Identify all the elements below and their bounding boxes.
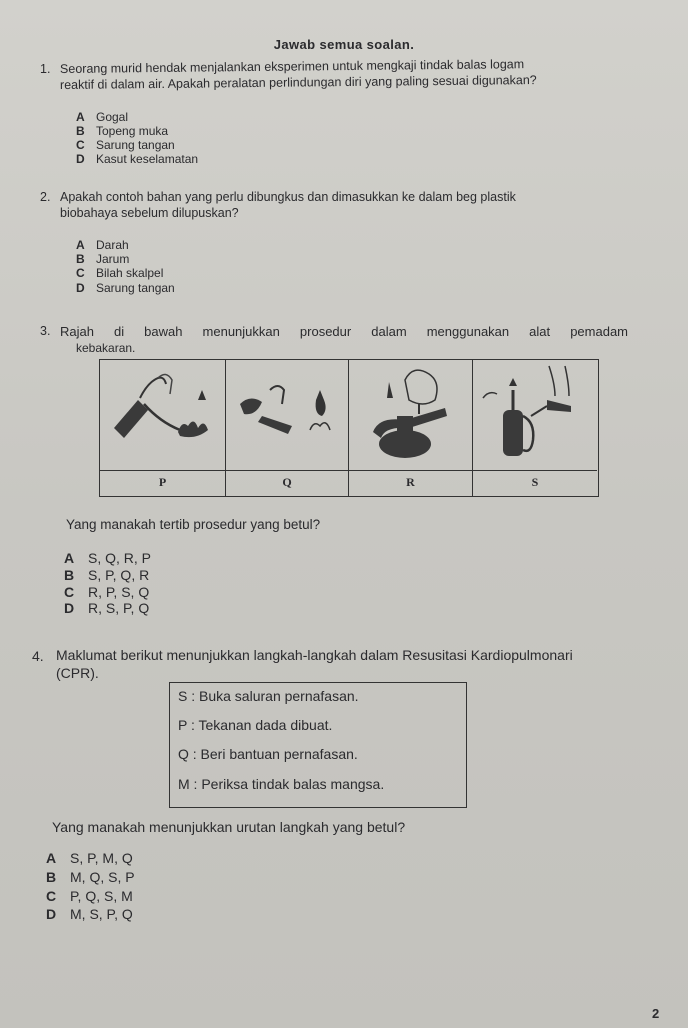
panel-label-r: R bbox=[349, 470, 473, 496]
q2-option-a[interactable]: A Darah bbox=[76, 238, 129, 252]
q4-option-a[interactable]: A S, P, M, Q bbox=[46, 850, 133, 866]
q4-option-d[interactable]: D M, S, P, Q bbox=[46, 906, 133, 922]
page-instruction: Jawab semua soalan. bbox=[273, 37, 415, 52]
q2-option-c[interactable]: C Bilah skalpel bbox=[76, 266, 164, 280]
q4-line1: Maklumat berikut menunjukkan langkah-langkah dalam Resusitasi Kardiopulmonari bbox=[56, 647, 573, 663]
q3-option-b[interactable]: B S, P, Q, R bbox=[64, 567, 150, 583]
panel-p-image bbox=[100, 360, 226, 470]
q3-option-c[interactable]: C R, P, S, Q bbox=[64, 584, 150, 600]
panel-label-q: Q bbox=[226, 470, 349, 496]
q3-option-d[interactable]: D R, S, P, Q bbox=[64, 600, 150, 616]
cpr-step-q: Q : Beri bantuan pernafasan. bbox=[178, 746, 358, 762]
q2-number: 2. bbox=[40, 190, 51, 204]
extinguisher-carry-icon bbox=[100, 360, 224, 468]
cpr-steps-box bbox=[169, 682, 467, 808]
extinguisher-squeeze-icon bbox=[349, 360, 471, 468]
panel-r-image bbox=[349, 360, 473, 470]
q1-option-c[interactable]: C Sarung tangan bbox=[76, 138, 175, 152]
cpr-step-s: S : Buka saluran pernafasan. bbox=[178, 688, 359, 704]
q3-line2: kebakaran. bbox=[76, 341, 136, 355]
cpr-step-p: P : Tekanan dada dibuat. bbox=[178, 717, 333, 733]
q3-option-a[interactable]: A S, Q, R, P bbox=[64, 550, 152, 566]
q1-option-b[interactable]: B Topeng muka bbox=[76, 124, 169, 138]
fire-extinguisher-diagram bbox=[99, 359, 599, 497]
q4-option-c[interactable]: C P, Q, S, M bbox=[46, 888, 133, 904]
cpr-step-m: M : Periksa tindak balas mangsa. bbox=[178, 776, 385, 792]
q3-line1: Rajah di bawah menunjukkan prosedur dalam menggunakan alat pemadam bbox=[60, 324, 628, 339]
q2-option-b[interactable]: B Jarum bbox=[76, 252, 130, 266]
q1-line2: reaktif di dalam air. Apakah peralatan perlindungan diri yang paling sesuai digunakan? bbox=[59, 73, 537, 92]
q2-line2: biobahaya sebelum dilupuskan? bbox=[60, 206, 239, 220]
panel-q-image bbox=[226, 360, 349, 470]
q4-option-b[interactable]: B M, Q, S, P bbox=[46, 869, 135, 885]
q3-question: Yang manakah tertib prosedur yang betul? bbox=[66, 517, 321, 532]
q2-option-d[interactable]: D Sarung tangan bbox=[76, 281, 175, 295]
q4-number: 4. bbox=[32, 648, 44, 664]
panel-label-p: P bbox=[100, 470, 226, 496]
q1-option-a[interactable]: A Gogal bbox=[76, 110, 129, 124]
q1-line1: Seorang murid hendak menjalankan eksperimen untuk mengkaji tindak balas logam bbox=[59, 57, 525, 76]
q2-line1: Apakah contoh bahan yang perlu dibungkus dan dimasukkan ke dalam beg plastik bbox=[60, 190, 516, 204]
q1-number: 1. bbox=[40, 62, 51, 76]
q1-option-d[interactable]: D Kasut keselamatan bbox=[76, 152, 199, 166]
q3-number: 3. bbox=[40, 324, 51, 338]
extinguisher-pin-icon bbox=[226, 360, 347, 468]
panel-s-image bbox=[473, 360, 597, 470]
page-number: 2 bbox=[652, 1006, 660, 1021]
panel-label-s: S bbox=[473, 470, 597, 496]
extinguisher-spray-icon bbox=[473, 360, 595, 468]
q4-line2: (CPR). bbox=[56, 665, 99, 681]
q4-question: Yang manakah menunjukkan urutan langkah yang betul? bbox=[52, 819, 406, 835]
